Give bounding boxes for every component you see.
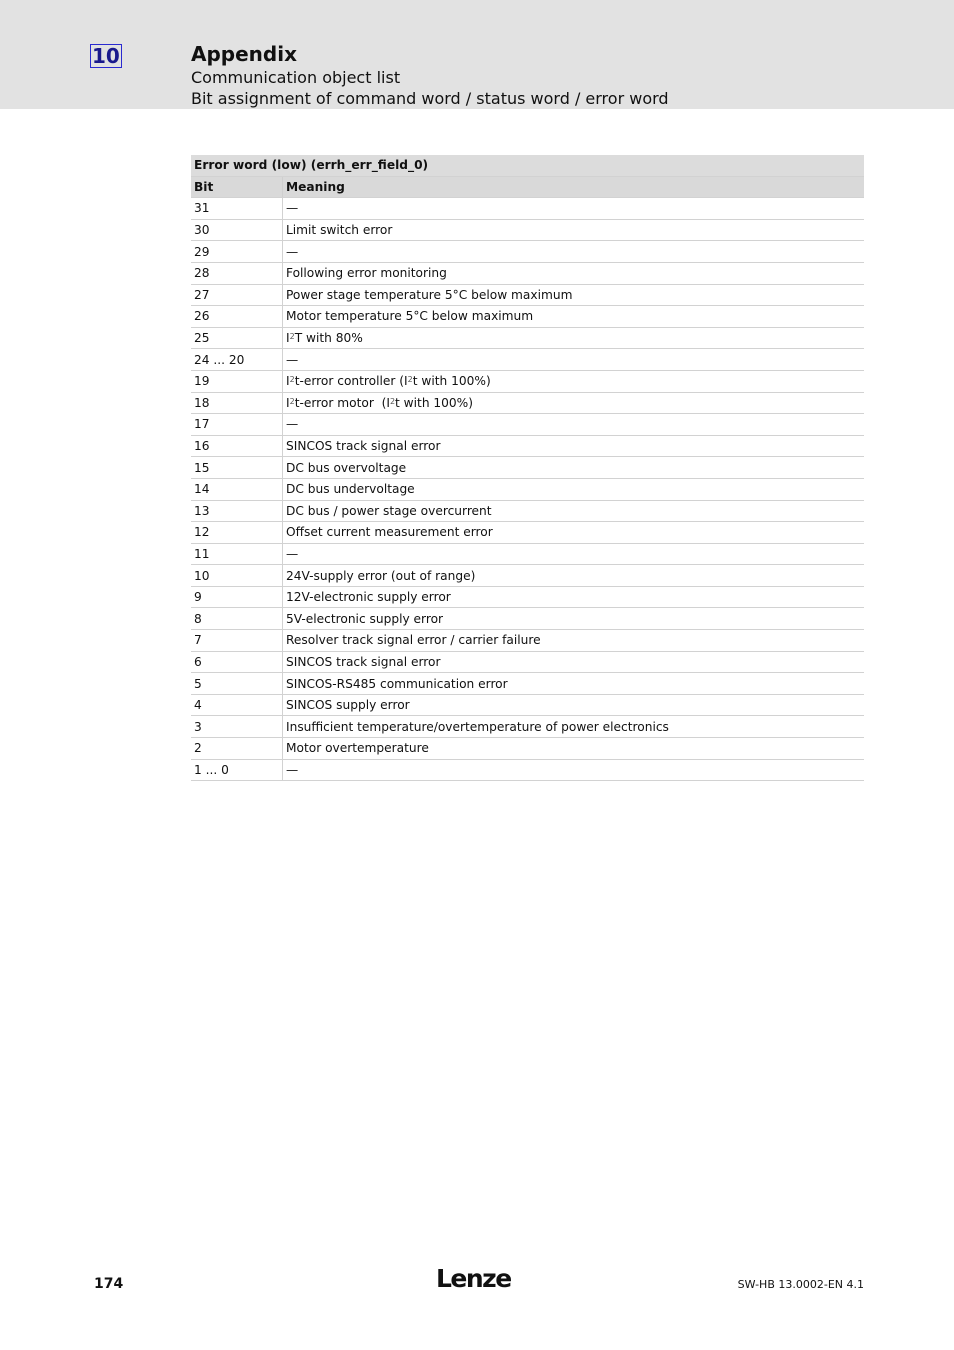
- table-row: [191, 414, 864, 436]
- lenze-logo: Lenze: [436, 1264, 511, 1293]
- table-row: [191, 608, 864, 630]
- meaning-cell: SINCOS track signal error: [283, 435, 865, 457]
- document-reference: SW-HB 13.0002-EN 4.1: [737, 1278, 864, 1291]
- meaning-cell: DC bus overvoltage: [283, 457, 865, 479]
- meaning-cell: $I^2t$-error motor ($I^2t$ with 100%): [283, 392, 865, 414]
- chapter-title: Appendix: [191, 42, 297, 66]
- bit-cell: 27: [191, 284, 283, 306]
- meaning-cell: —: [283, 349, 865, 371]
- table-row: [191, 651, 864, 673]
- meaning-cell: SINCOS-RS485 communication error: [283, 673, 865, 695]
- bit-cell: 11: [191, 543, 283, 565]
- meaning-cell: Power stage temperature 5°C below maximum: [283, 284, 865, 306]
- meaning-cell: —: [283, 759, 865, 781]
- table-row: [191, 716, 864, 738]
- table-row: [191, 219, 864, 241]
- table-row: [191, 306, 864, 328]
- table-row: [191, 198, 864, 220]
- bit-cell: 30: [191, 219, 283, 241]
- table-row: [191, 673, 864, 695]
- bit-cell: 7: [191, 630, 283, 652]
- bit-cell: 24 ... 20: [191, 349, 283, 371]
- meaning-cell: SINCOS supply error: [283, 694, 865, 716]
- table-header-row: [191, 176, 864, 198]
- meaning-cell: DC bus / power stage overcurrent: [283, 500, 865, 522]
- table-title-row: [191, 155, 864, 176]
- bit-cell: 4: [191, 694, 283, 716]
- bit-cell: 28: [191, 262, 283, 284]
- meaning-cell: DC bus undervoltage: [283, 478, 865, 500]
- bit-cell: 15: [191, 457, 283, 479]
- table-row: [191, 262, 864, 284]
- table-row: [191, 759, 864, 781]
- subsection-title: Bit assignment of command word / status word / error word: [191, 89, 669, 108]
- bit-cell: 31: [191, 198, 283, 220]
- meaning-cell: Motor overtemperature: [283, 738, 865, 760]
- page-number: 174: [94, 1276, 124, 1292]
- meaning-cell: Following error monitoring: [283, 262, 865, 284]
- bit-cell: 19: [191, 370, 283, 392]
- table-row: [191, 586, 864, 608]
- meaning-cell: —: [283, 241, 865, 263]
- error-word-table: [191, 155, 864, 781]
- meaning-cell: $I^2t$-error controller ($I^2t$ with 100%): [283, 370, 865, 392]
- meaning-cell: —: [283, 543, 865, 565]
- table-row: [191, 630, 864, 652]
- table-body: [191, 198, 864, 781]
- chapter-number-link[interactable]: 10: [92, 44, 120, 68]
- bit-cell: 1 ... 0: [191, 759, 283, 781]
- table-row: [191, 284, 864, 306]
- bit-cell: 16: [191, 435, 283, 457]
- table-row: [191, 478, 864, 500]
- meaning-cell: 24V-supply error (out of range): [283, 565, 865, 587]
- meaning-cell: SINCOS track signal error: [283, 651, 865, 673]
- bit-cell: 3: [191, 716, 283, 738]
- bit-cell: 12: [191, 522, 283, 544]
- column-header-meaning: Meaning: [283, 176, 865, 198]
- meaning-cell: Limit switch error: [283, 219, 865, 241]
- meaning-cell: Resolver track signal error / carrier failure: [283, 630, 865, 652]
- bit-cell: 26: [191, 306, 283, 328]
- table-row: [191, 738, 864, 760]
- table-title: Error word (low) (errh_err_field_0): [191, 155, 864, 176]
- table-row: [191, 543, 864, 565]
- table-row: [191, 327, 864, 349]
- table-row: [191, 392, 864, 414]
- meaning-cell: —: [283, 198, 865, 220]
- table-row: [191, 457, 864, 479]
- bit-cell: 2: [191, 738, 283, 760]
- meaning-cell: Insufficient temperature/overtemperature of power electronics: [283, 716, 865, 738]
- table-row: [191, 500, 864, 522]
- meaning-cell: —: [283, 414, 865, 436]
- meaning-cell: $I^2T$ with 80%: [283, 327, 865, 349]
- column-header-bit: Bit: [191, 176, 283, 198]
- table-row: [191, 349, 864, 371]
- bit-cell: 6: [191, 651, 283, 673]
- table-row: [191, 694, 864, 716]
- meaning-cell: Motor temperature 5°C below maximum: [283, 306, 865, 328]
- bit-cell: 10: [191, 565, 283, 587]
- section-title: Communication object list: [191, 68, 401, 87]
- bit-cell: 8: [191, 608, 283, 630]
- bit-cell: 5: [191, 673, 283, 695]
- table-row: [191, 370, 864, 392]
- bit-cell: 17: [191, 414, 283, 436]
- bit-cell: 29: [191, 241, 283, 263]
- bit-cell: 25: [191, 327, 283, 349]
- bit-cell: 13: [191, 500, 283, 522]
- bit-cell: 9: [191, 586, 283, 608]
- bit-cell: 18: [191, 392, 283, 414]
- table-row: [191, 522, 864, 544]
- meaning-cell: Offset current measurement error: [283, 522, 865, 544]
- bit-cell: 14: [191, 478, 283, 500]
- table-row: [191, 565, 864, 587]
- table-row: [191, 435, 864, 457]
- meaning-cell: 12V-electronic supply error: [283, 586, 865, 608]
- meaning-cell: 5V-electronic supply error: [283, 608, 865, 630]
- table-row: [191, 241, 864, 263]
- page-header: [0, 0, 954, 109]
